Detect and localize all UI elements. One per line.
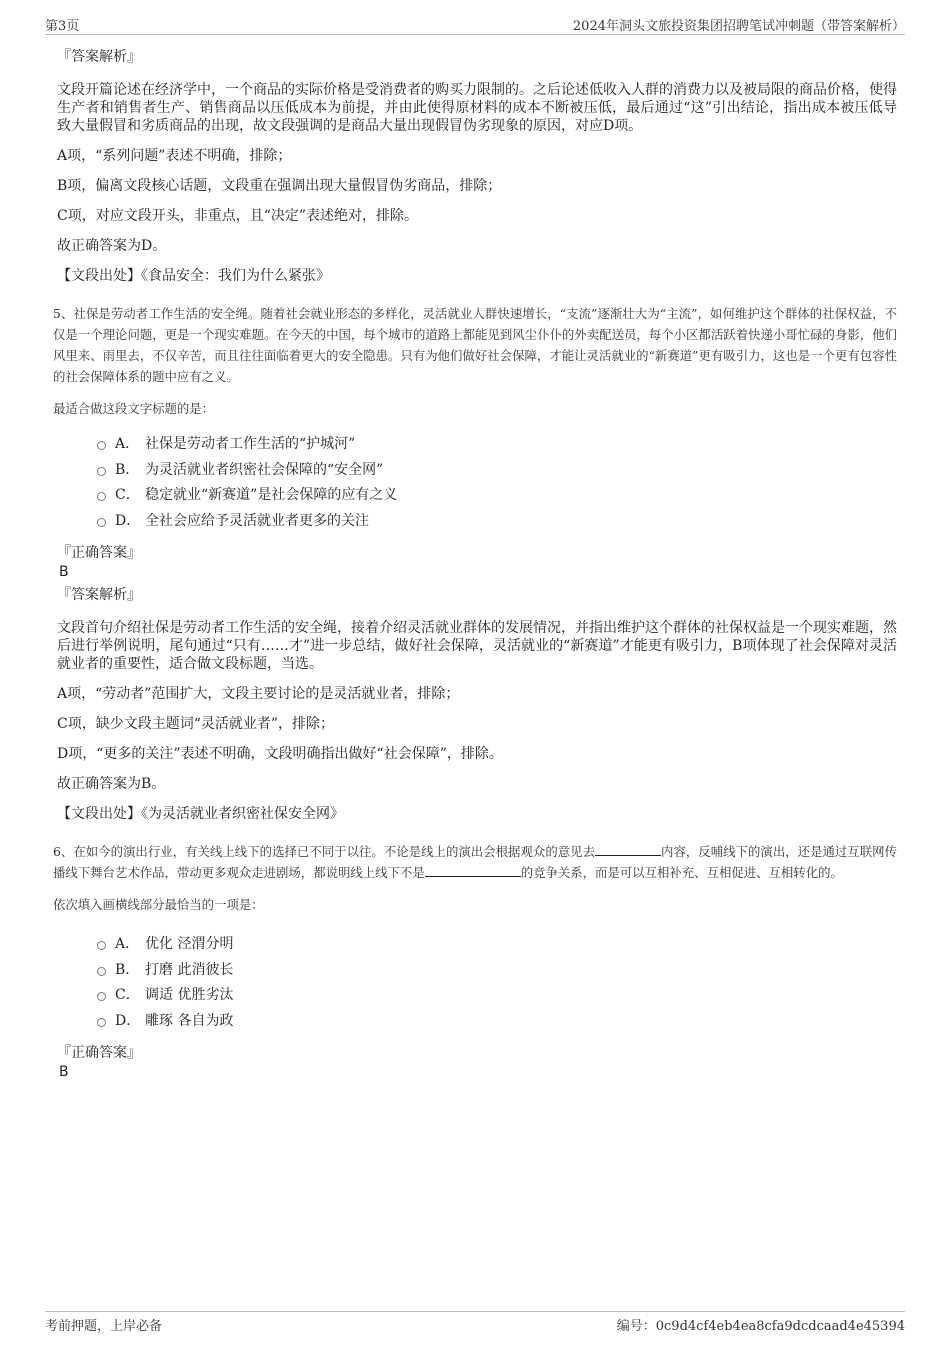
option-d[interactable]: D． 全社会应给予灵活就业者更多的关注 — [97, 509, 897, 535]
radio-icon[interactable] — [97, 941, 106, 950]
analysis-paragraph: 文段开篇论述在经济学中，一个商品的实际价格是受消费者的购买力限制的。之后论述低收入人群的消费力以及被局限的商品价格，使得生产者和销售者生产、销售商品以压低成本为前提，并由此使得原材料的成本不断被压低，最后通过“这”引出结论，指出成本被压低导致大量假冒和劣质商品的出现，故文段强调的是商品大量出现假冒伪劣现象的原因，对应D项。 — [57, 82, 897, 134]
analysis-label: 『答案解析』 — [57, 49, 141, 65]
option-a[interactable]: A． 社保是劳动者工作生活的“护城河” — [97, 432, 897, 458]
radio-icon[interactable] — [97, 967, 106, 976]
page-header — [45, 14, 905, 35]
analysis-paragraph: C项，对应文段开头，非重点，且“决定”表述绝对，排除。 — [57, 208, 419, 224]
question-text: 5、社保是劳动者工作生活的安全绳。随着社会就业形态的多样化，灵活就业人群快速增长，“支流”逐渐壮大为“主流”，如何维护这个群体的社保权益，不仅是一个理论问题，更是一个现实难题。在今天的中国，每个城市的道路上都能见到风尘仆仆的外卖配送员，每个小区都活跃着快递小哥忙碌的身影，他们风里来、雨里去，不仅辛苦，而且往往面临着更大的安全隐患。只有为他们做好社会保障，才能让灵活就业的“新赛道”更有吸引力，这也是一个更有包容性的社会保障体系的题中应有之义。 — [53, 306, 897, 384]
analysis-paragraph: 故正确答案为D。 — [57, 238, 167, 254]
question-prompt: 依次填入画横线部分最恰当的一项是： — [53, 897, 264, 912]
document-title: 2024年洞头文旅投资集团招聘笔试冲刺题（带答案解析） — [572, 19, 905, 34]
correct-answer: B — [59, 564, 69, 580]
option-b[interactable]: B． 打磨 此消彼长 — [97, 958, 897, 984]
option-list — [97, 932, 897, 1034]
analysis-paragraph: D项，“更多的关注”表述不明确，文段明确指出做好“社会保障”，排除。 — [57, 746, 503, 762]
analysis-paragraph: B项，偏离文段核心话题，文段重在强调出现大量假冒伪劣商品，排除； — [57, 178, 502, 194]
fill-blank-1 — [595, 843, 661, 856]
question-6 — [53, 841, 897, 1082]
option-a[interactable]: A． 优化 泾渭分明 — [97, 932, 897, 958]
option-d[interactable]: D． 雕琢 各自为政 — [97, 1009, 897, 1035]
correct-answer: B — [59, 1064, 69, 1080]
footer-slogan: 考前押题，上岸必备 — [45, 1319, 163, 1334]
option-list — [97, 432, 897, 534]
footer-serial: 编号：0c9d4cf4eb4ea8cfa9dcdcaad4e45394 — [616, 1319, 905, 1334]
source-citation: 【文段出处】《为灵活就业者织密社保安全网》 — [57, 806, 344, 822]
question-5 — [53, 303, 897, 823]
radio-icon[interactable] — [97, 441, 106, 450]
fill-blank-2 — [425, 864, 521, 877]
option-c[interactable]: C． 稳定就业“新赛道”是社会保障的应有之义 — [97, 483, 897, 509]
radio-icon[interactable] — [97, 518, 106, 527]
question-prompt: 最适合做这段文字标题的是： — [53, 401, 215, 416]
q4-analysis-section — [57, 48, 897, 285]
radio-icon[interactable] — [97, 467, 106, 476]
radio-icon[interactable] — [97, 492, 106, 501]
radio-icon[interactable] — [97, 992, 106, 1001]
source-citation: 【文段出处】《食品安全：我们为什么紧张》 — [57, 268, 330, 284]
analysis-paragraph: A项，“劳动者”范围扩大，文段主要讨论的是灵活就业者，排除； — [57, 686, 460, 702]
analysis-label: 『答案解析』 — [57, 587, 141, 603]
analysis-paragraph: 故正确答案为B。 — [57, 776, 166, 792]
option-b[interactable]: B． 为灵活就业者织密社会保障的“安全网” — [97, 458, 897, 484]
page-content — [53, 44, 897, 1084]
question-text: 6、在如今的演出行业，有关线上线下的选择已不同于以往。不论是线上的演出会根据观众的意见去 内容，反哺线下的演出，还是通过互联网传播线下舞台艺术作品，带动更多观众走进剧场，都说明线上线下不是 的竞争关系，而是可以互相补充、互相促进、互相转化的。 — [53, 844, 897, 880]
page-number: 第3页 — [45, 19, 80, 34]
analysis-paragraph: C项，缺少文段主题词“灵活就业者”，排除； — [57, 716, 335, 732]
correct-answer-label: 『正确答案』 — [57, 1045, 141, 1061]
page-footer — [45, 1311, 905, 1334]
correct-answer-label: 『正确答案』 — [57, 545, 141, 561]
analysis-paragraph: 文段首句介绍社保是劳动者工作生活的安全绳，接着介绍灵活就业群体的发展情况，并指出维护这个群体的社保权益是一个现实难题，然后进行举例说明，尾句通过“只有……才”进一步总结，做好社会保障，灵活就业的“新赛道”才能更有吸引力，B项体现了社会保障对灵活就业者的重要性，适合做文段标题，当选。 — [57, 620, 897, 672]
radio-icon[interactable] — [97, 1018, 106, 1027]
analysis-paragraph: A项，“系列问题”表述不明确，排除； — [57, 148, 292, 164]
option-c[interactable]: C． 调适 优胜劣汰 — [97, 983, 897, 1009]
